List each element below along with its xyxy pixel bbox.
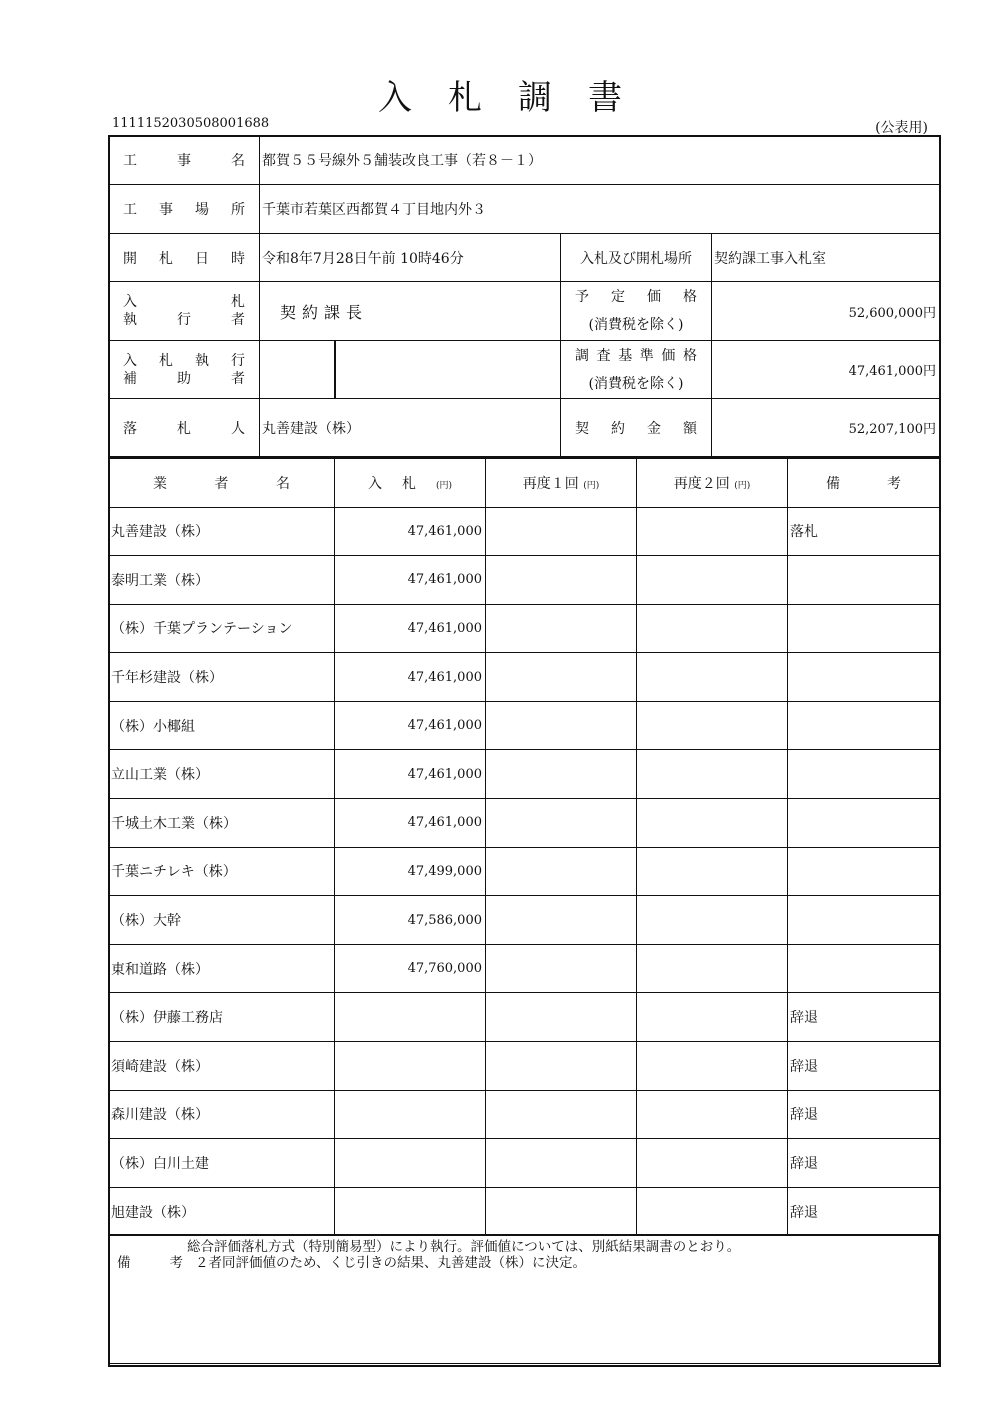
- bids-header-row: [109, 458, 940, 507]
- bid-remark: [788, 944, 940, 993]
- contract-amount-label: 契約金額: [561, 399, 712, 457]
- rebid1-amount: [486, 507, 637, 556]
- work-place-row: [109, 185, 940, 234]
- bid-remark: [788, 750, 940, 799]
- page-title: 入札調書: [378, 78, 658, 118]
- rebid2-amount: [637, 653, 788, 702]
- bid-row: [109, 750, 940, 799]
- bid-company: （株）小椰組: [109, 701, 335, 750]
- opening-datetime-label: 開札日時: [109, 234, 260, 282]
- rebid2-amount: [637, 944, 788, 993]
- executor-value: 契約課長: [260, 282, 561, 341]
- opening-place-value: 契約課工事入札室: [712, 234, 940, 282]
- company-header: 業者名: [109, 458, 335, 507]
- bid-company: （株）大幹: [109, 896, 335, 945]
- remarks-label: 備 考: [117, 1255, 187, 1271]
- bid-remark: 辞退: [788, 1139, 940, 1188]
- assistant-value-2: [335, 341, 561, 399]
- rebid2-amount: [637, 896, 788, 945]
- bid-remark: [788, 701, 940, 750]
- rebid1-header: 再度１回 (円): [486, 458, 637, 507]
- bids-table: [108, 457, 940, 1236]
- publication-label: (公表用): [875, 120, 928, 136]
- bid-row: [109, 653, 940, 702]
- remarks-row: [109, 1235, 939, 1364]
- bid-amount: [335, 1187, 486, 1236]
- bid-amount: 47,461,000: [335, 750, 486, 799]
- rebid2-amount: [637, 750, 788, 799]
- work-place-label: 工事場所: [109, 185, 260, 234]
- bid-company: （株）白川土建: [109, 1139, 335, 1188]
- rebid1-amount: [486, 799, 637, 848]
- bid-company: 東和道路（株）: [109, 944, 335, 993]
- rebid2-header: 再度２回 (円): [637, 458, 788, 507]
- bid-company: 千年杉建設（株）: [109, 653, 335, 702]
- bid-record-table: [108, 135, 940, 457]
- bid-row: [109, 1139, 940, 1188]
- rebid1-amount: [486, 750, 637, 799]
- bid-remark: [788, 896, 940, 945]
- winner-label: 落札人: [109, 399, 260, 457]
- bid-company: 須崎建設（株）: [109, 1042, 335, 1091]
- bid-remark: [788, 847, 940, 896]
- remarks-line-2: 備 考 ２者同評価値のため、くじ引きの結果、丸善建設（株）に決定。: [117, 1255, 586, 1271]
- planned-price-label: 予定価格 (消費税を除く): [561, 282, 712, 341]
- rebid1-amount: [486, 1090, 637, 1139]
- bid-remark: [788, 604, 940, 653]
- rebid2-amount: [637, 847, 788, 896]
- document-number: 1111152030508001688: [112, 116, 270, 131]
- bid-row: [109, 993, 940, 1042]
- bid-row: [109, 1090, 940, 1139]
- bid-company: 森川建設（株）: [109, 1090, 335, 1139]
- contract-amount-value: 52,207,100円: [712, 399, 940, 457]
- bid-amount: 47,461,000: [335, 604, 486, 653]
- bid-company: 泰明工業（株）: [109, 556, 335, 605]
- rebid1-amount: [486, 1139, 637, 1188]
- executor-label: 入札 執行者: [109, 282, 260, 341]
- opening-row: [109, 234, 940, 282]
- rebid2-amount: [637, 1187, 788, 1236]
- assistant-value-1: [260, 341, 335, 399]
- bid-remark: [788, 799, 940, 848]
- bid-amount: 47,499,000: [335, 847, 486, 896]
- bid-amount: 47,461,000: [335, 701, 486, 750]
- bid-row: [109, 1187, 940, 1236]
- planned-price-value: 52,600,000円: [712, 282, 940, 341]
- bid-company: 立山工業（株）: [109, 750, 335, 799]
- bid-remark: [788, 556, 940, 605]
- bid-remark: [788, 653, 940, 702]
- remarks-header: 備考: [788, 458, 940, 507]
- bid-company: 千葉ニチレキ（株）: [109, 847, 335, 896]
- bid-company: 丸善建設（株）: [109, 507, 335, 556]
- bid-header: 入札(円): [335, 458, 486, 507]
- rebid1-amount: [486, 944, 637, 993]
- remarks-table: [108, 1234, 939, 1364]
- bid-company: 千城土木工業（株）: [109, 799, 335, 848]
- bid-row: [109, 1042, 940, 1091]
- winner-value: 丸善建設（株）: [260, 399, 561, 457]
- bid-company: （株）千葉プランテーション: [109, 604, 335, 653]
- rebid2-amount: [637, 507, 788, 556]
- bid-amount: 47,461,000: [335, 653, 486, 702]
- bid-row: [109, 944, 940, 993]
- rebid2-amount: [637, 799, 788, 848]
- bid-row: [109, 604, 940, 653]
- bid-company: 旭建設（株）: [109, 1187, 335, 1236]
- winner-row: [109, 399, 940, 457]
- bid-amount: 47,461,000: [335, 507, 486, 556]
- rebid2-amount: [637, 556, 788, 605]
- bid-row: [109, 896, 940, 945]
- bid-amount: [335, 1090, 486, 1139]
- rebid1-amount: [486, 1187, 637, 1236]
- bid-row: [109, 556, 940, 605]
- work-name-label: 工事名: [109, 136, 260, 185]
- rebid1-amount: [486, 604, 637, 653]
- bid-row: [109, 507, 940, 556]
- rebid2-amount: [637, 604, 788, 653]
- executor-row: [109, 282, 940, 341]
- work-place-value: 千葉市若葉区西都賀４丁目地内外３: [260, 185, 940, 234]
- survey-price-label: 調査基準価格 (消費税を除く): [561, 341, 712, 399]
- work-name-row: [109, 136, 940, 185]
- assistant-label: 入札執行 補助者: [109, 341, 260, 399]
- rebid1-amount: [486, 701, 637, 750]
- remarks-cell: [109, 1235, 939, 1364]
- bid-amount: 47,461,000: [335, 556, 486, 605]
- bid-remark: 辞退: [788, 1187, 940, 1236]
- bid-remark: 辞退: [788, 1042, 940, 1091]
- bid-remark: 落札: [788, 507, 940, 556]
- bid-amount: [335, 1139, 486, 1188]
- rebid1-amount: [486, 847, 637, 896]
- work-name-value: 都賀５５号線外５舗装改良工事（若８－１）: [260, 136, 940, 185]
- bid-row: [109, 847, 940, 896]
- rebid2-amount: [637, 993, 788, 1042]
- bid-amount: 47,760,000: [335, 944, 486, 993]
- rebid2-amount: [637, 701, 788, 750]
- bid-amount: [335, 993, 486, 1042]
- rebid1-amount: [486, 556, 637, 605]
- rebid1-amount: [486, 1042, 637, 1091]
- rebid2-amount: [637, 1042, 788, 1091]
- bid-amount: 47,461,000: [335, 799, 486, 848]
- opening-datetime-value: 令和8年7月28日午前 10時46分: [260, 234, 561, 282]
- rebid1-amount: [486, 653, 637, 702]
- opening-place-label: 入札及び開札場所: [561, 234, 712, 282]
- rebid2-amount: [637, 1139, 788, 1188]
- assistant-row: [109, 341, 940, 399]
- bid-remark: 辞退: [788, 1090, 940, 1139]
- remarks-line-1: 総合評価落札方式（特別簡易型）により執行。評価値については、別紙結果調書のとおり。: [187, 1239, 741, 1255]
- bid-remark: 辞退: [788, 993, 940, 1042]
- survey-price-value: 47,461,000円: [712, 341, 940, 399]
- bid-company: （株）伊藤工務店: [109, 993, 335, 1042]
- bid-amount: 47,586,000: [335, 896, 486, 945]
- bid-row: [109, 799, 940, 848]
- rebid1-amount: [486, 993, 637, 1042]
- rebid2-amount: [637, 1090, 788, 1139]
- bid-amount: [335, 1042, 486, 1091]
- rebid1-amount: [486, 896, 637, 945]
- bid-row: [109, 701, 940, 750]
